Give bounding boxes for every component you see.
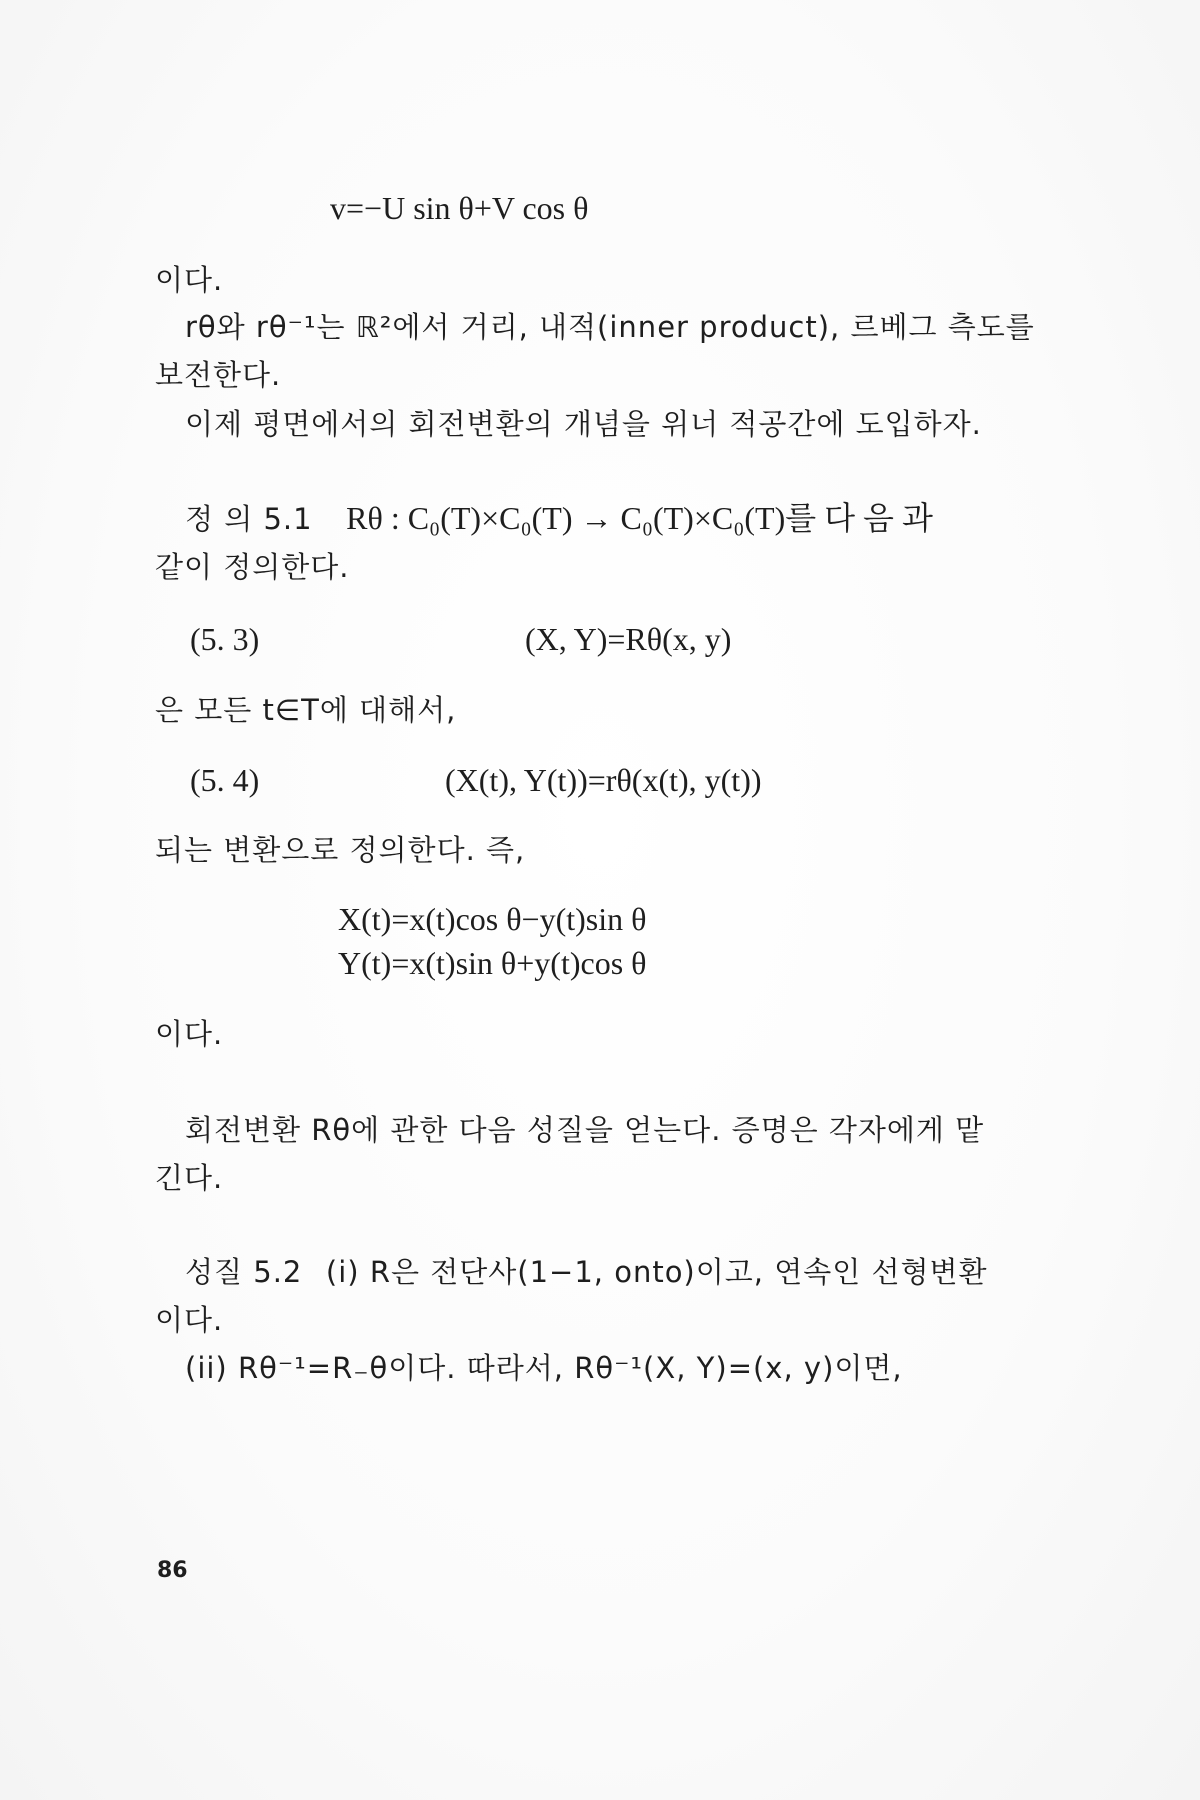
paragraph-1: 이다. [155, 263, 224, 297]
property-item-i-continuation: 이다. [155, 1303, 224, 1337]
equation-Y: Y(t)=x(t)sin θ+y(t)cos θ [338, 945, 647, 981]
paragraph-2-line-1: rθ와 rθ⁻¹는 ℝ²에서 거리, 내적(inner product), 르베그 측도를 [185, 310, 1035, 344]
definition-5-1 [185, 496, 933, 542]
equation-5-4: (X(t), Y(t))=rθ(x(t), y(t)) [445, 762, 762, 798]
paragraph-7-line-2: 긴다. [155, 1161, 224, 1195]
paragraph-7-line-1: 회전변환 Rθ에 관한 다음 성질을 얻는다. 증명은 각자에게 맡 [185, 1113, 985, 1147]
paragraph-2-line-2: 보전한다. [155, 358, 282, 392]
property-label: 성질 5.2 [185, 1255, 303, 1289]
page-number: 86 [157, 1558, 188, 1583]
equation-X: X(t)=x(t)cos θ−y(t)sin θ [338, 901, 647, 937]
property-item-ii: (ii) Rθ⁻¹=R₋θ이다. 따라서, Rθ⁻¹(X, Y)=(x, y)이면, [185, 1351, 903, 1385]
equation-5-3: (X, Y)=Rθ(x, y) [525, 621, 732, 657]
paragraph-5: 되는 변환으로 정의한다. 즉, [155, 833, 526, 867]
equation-5-3-number: (5. 3) [190, 621, 260, 657]
paragraph-4: 은 모든 t∈T에 대해서, [155, 693, 457, 727]
equation-v: v=−U sin θ+V cos θ [330, 190, 589, 226]
equation-5-4-number: (5. 4) [190, 762, 260, 798]
definition-label: 정 의 5.1 [185, 502, 313, 536]
property-item-i: (i) R은 전단사(1−1, onto)이고, 연속인 선형변환 [325, 1255, 988, 1289]
paragraph-3: 이제 평면에서의 회전변환의 개념을 위너 적공간에 도입하자. [185, 407, 982, 441]
property-5-2 [185, 1250, 988, 1295]
paragraph-6: 이다. [155, 1017, 224, 1051]
definition-text: Rθ : C₀(T)×C₀(T) → C₀(T)×C₀(T)를 다 음 과 [346, 500, 933, 536]
definition-continuation: 같이 정의한다. [155, 550, 350, 584]
